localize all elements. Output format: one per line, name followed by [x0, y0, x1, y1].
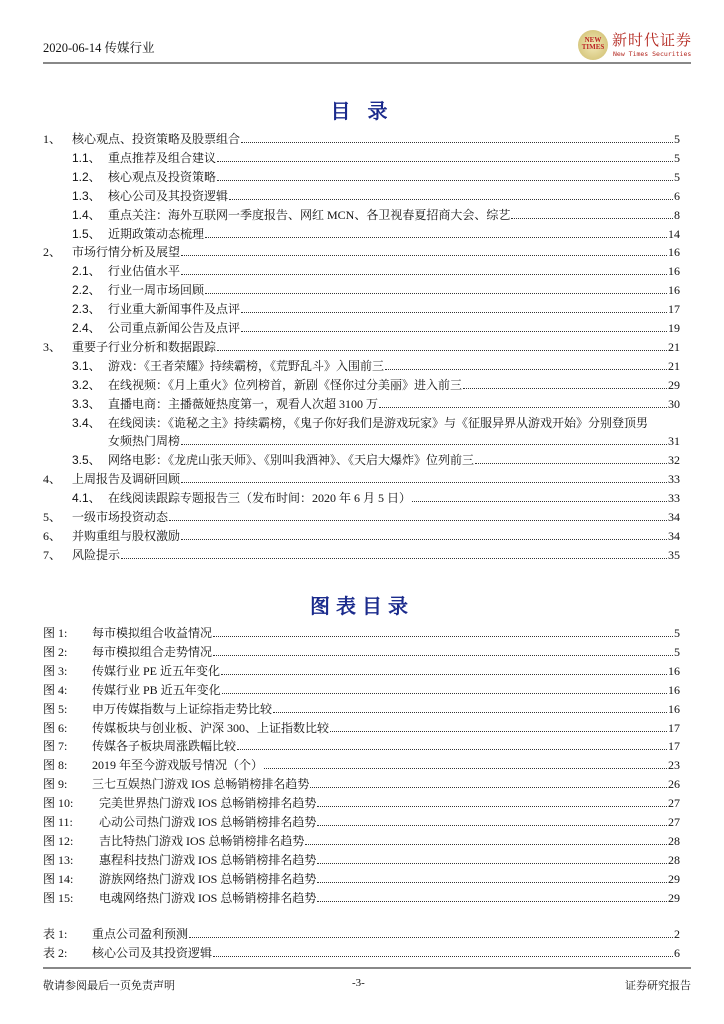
toc-entry[interactable]	[43, 679, 680, 697]
footer-divider	[43, 967, 691, 969]
entry-page: 21	[668, 339, 680, 354]
entry-page: 16	[668, 682, 680, 697]
dot-leader	[385, 369, 667, 370]
logo-name-en: New Times Securities	[613, 50, 692, 58]
logo-mark: NEW TIMES	[581, 36, 605, 51]
toc-entry[interactable]	[43, 525, 680, 543]
entry-text: 吉比特热门游戏 IOS 总畅销榜排名趋势	[99, 833, 305, 848]
entry-number: 图 8:	[43, 758, 68, 773]
toc-entry[interactable]	[72, 393, 680, 411]
entry-page: 16	[668, 264, 680, 279]
footer-report-type: 证券研究报告	[625, 980, 691, 992]
toc-entry[interactable]	[43, 887, 680, 905]
dot-leader	[412, 501, 667, 502]
toc-entry[interactable]	[43, 336, 680, 354]
entry-text: 惠程科技热门游戏 IOS 总畅销榜排名趋势	[99, 852, 317, 867]
dot-leader	[213, 655, 673, 656]
entry-page: 28	[668, 852, 680, 867]
entry-text: 直播电商：主播薇娅热度第一，观看人次超 3100 万	[108, 396, 379, 411]
entry-page: 29	[668, 871, 680, 886]
toc-entry[interactable]	[43, 468, 680, 486]
dot-leader	[205, 293, 667, 294]
dot-leader	[310, 787, 667, 788]
entry-number: 7、	[43, 547, 62, 562]
toc-entry[interactable]	[43, 942, 680, 960]
entry-text: 传媒各子板块周涨跌幅比较	[92, 739, 237, 754]
dot-leader	[213, 956, 673, 957]
figures-title: 图表目录	[310, 596, 414, 618]
entry-page: 23	[668, 758, 680, 773]
toc-entry[interactable]	[72, 279, 680, 297]
toc-title: 目 录	[330, 101, 394, 123]
entry-page: 31	[668, 434, 680, 449]
entry-text: 完美世界热门游戏 IOS 总畅销榜排名趋势	[99, 796, 317, 811]
entry-text: 并购重组与股权激励	[72, 528, 181, 543]
entry-page: 2	[674, 927, 680, 941]
toc-entry[interactable]	[72, 260, 680, 278]
entry-text: 每市模拟组合收益情况	[92, 626, 213, 640]
entry-page: 14	[668, 226, 680, 241]
entry-number: 3.2、	[72, 377, 101, 392]
toc-entry[interactable]	[43, 792, 680, 810]
entry-page: 32	[668, 453, 680, 468]
entry-text: 在线视频：《月上重火》位列榜首，新剧《怪你过分美丽》进入前三	[108, 377, 463, 392]
entry-text: 在线阅读跟踪专题报告三（发布时间：2020 年 6 月 5 日）	[108, 491, 412, 506]
dot-leader	[330, 731, 667, 732]
entry-page: 5	[674, 132, 680, 146]
entry-text: 市场行情分析及展望	[72, 245, 181, 260]
entry-page: 34	[668, 528, 680, 543]
entry-page: 6	[674, 945, 680, 960]
entry-text: 重点推荐及组合建议	[108, 150, 217, 165]
entry-page: 5	[674, 626, 680, 640]
toc-entry[interactable]	[43, 241, 680, 259]
footer-disclaimer: 敬请参阅最后一页免责声明	[43, 980, 175, 992]
entry-page: 33	[668, 472, 680, 487]
entry-number: 1.5、	[72, 226, 101, 241]
toc-entry[interactable]	[43, 660, 680, 678]
toc-entry[interactable]	[43, 754, 680, 772]
toc-entry[interactable]	[43, 849, 680, 867]
dot-leader	[463, 388, 667, 389]
dot-leader	[181, 255, 667, 256]
entry-text: 核心公司及其投资逻辑	[108, 188, 229, 203]
dot-leader	[317, 863, 667, 864]
entry-number: 3.4、	[72, 415, 101, 430]
entry-text: 游戏：《王者荣耀》持续霸榜，《荒野乱斗》入围前三	[108, 358, 385, 373]
industry-label: 传媒行业	[104, 41, 155, 55]
toc-entry[interactable]	[72, 374, 680, 392]
entry-number: 4.1、	[72, 491, 101, 506]
entry-text: 传媒行业 PE 近五年变化	[92, 663, 221, 678]
entry-number: 3.3、	[72, 396, 101, 411]
toc-entry[interactable]	[43, 506, 680, 524]
entry-text: 行业重大新闻事件及点评	[108, 302, 241, 317]
toc-entry[interactable]	[72, 223, 680, 241]
toc-entry[interactable]	[43, 641, 680, 659]
entry-text: 重点公司盈利预测	[92, 927, 189, 941]
dot-leader	[475, 463, 667, 464]
dot-leader	[241, 312, 667, 313]
entry-page: 16	[668, 245, 680, 260]
dot-leader	[217, 161, 673, 162]
dot-leader	[181, 274, 667, 275]
entry-number: 2.2、	[72, 283, 101, 298]
dot-leader	[264, 768, 667, 769]
entry-text: 每市模拟组合走势情况	[92, 644, 213, 659]
entry-number: 1.4、	[72, 207, 101, 222]
company-logo	[578, 28, 693, 62]
entry-page: 16	[668, 283, 680, 298]
logo-name-cn: 新时代证券	[612, 31, 693, 49]
toc-entry[interactable]	[72, 412, 680, 430]
toc-entry[interactable]	[43, 128, 680, 146]
dot-leader	[317, 825, 667, 826]
dot-leader	[181, 539, 667, 540]
entry-number: 5、	[43, 510, 62, 524]
entry-number: 图 4:	[43, 682, 68, 697]
page-number: -3-	[352, 977, 365, 989]
toc-entry[interactable]	[43, 923, 680, 941]
dot-leader	[305, 844, 667, 845]
toc-entry[interactable]	[43, 773, 680, 791]
toc-entry[interactable]	[72, 204, 680, 222]
toc-entry[interactable]	[72, 147, 680, 165]
dot-leader	[273, 712, 667, 713]
toc-entry[interactable]	[43, 544, 680, 562]
dot-leader	[379, 407, 667, 408]
entry-text: 核心观点、投资策略及股票组合	[72, 132, 241, 146]
entry-text: 2019 年至今游戏版号情况（个）	[92, 758, 264, 773]
entry-page: 35	[668, 547, 680, 562]
entry-text: 公司重点新闻公告及点评	[108, 321, 241, 335]
entry-number: 图 11:	[43, 815, 73, 829]
entry-page: 17	[668, 302, 680, 317]
dot-leader	[205, 237, 667, 238]
dot-leader	[511, 218, 673, 219]
dot-leader	[169, 520, 667, 521]
dot-leader	[229, 199, 673, 200]
entry-text: 核心观点及投资策略	[108, 169, 217, 184]
toc-entry[interactable]	[43, 622, 680, 640]
entry-number: 图 15:	[43, 890, 74, 905]
entry-text: 女频热门周榜	[108, 434, 181, 449]
dot-leader	[217, 350, 667, 351]
toc-entry[interactable]	[72, 185, 680, 203]
entry-number: 图 12:	[43, 833, 74, 848]
entry-text: 游族网络热门游戏 IOS 总畅销榜排名趋势	[99, 871, 317, 886]
dot-leader	[181, 444, 667, 445]
entry-text: 三七互娱热门游戏 IOS 总畅销榜排名趋势	[92, 777, 310, 792]
toc-entry[interactable]	[43, 698, 680, 716]
entry-page: 17	[668, 720, 680, 735]
entry-text: 行业估值水平	[108, 264, 181, 279]
header-info	[43, 38, 154, 56]
entry-page: 27	[668, 796, 680, 811]
entry-page: 16	[668, 663, 680, 678]
dot-leader	[217, 180, 673, 181]
dot-leader	[221, 674, 667, 675]
toc-entry[interactable]	[43, 868, 680, 886]
entry-page: 19	[668, 321, 680, 335]
toc-entry[interactable]	[72, 487, 680, 505]
dot-leader	[181, 482, 667, 483]
entry-number: 图 10:	[43, 796, 74, 811]
entry-page: 33	[668, 491, 680, 506]
entry-page: 29	[668, 377, 680, 392]
toc-entry[interactable]	[72, 355, 680, 373]
entry-text: 重点关注：海外互联网一季度报告、网红 MCN、各卫视春夏招商大会、综艺	[108, 207, 511, 222]
toc-entry[interactable]	[72, 317, 680, 335]
toc-entry[interactable]	[72, 166, 680, 184]
entry-text: 电魂网络热门游戏 IOS 总畅销榜排名趋势	[99, 890, 317, 905]
entry-number: 1.1、	[72, 150, 101, 165]
entry-text: 传媒板块与创业板、沪深 300、上证指数比较	[92, 720, 330, 735]
entry-page: 29	[668, 890, 680, 905]
toc-entry[interactable]	[72, 449, 680, 467]
entry-number: 1、	[43, 132, 62, 146]
header-divider	[43, 62, 691, 64]
dot-leader	[189, 937, 673, 938]
entry-page: 5	[674, 169, 680, 184]
entry-number: 表 1:	[43, 927, 68, 941]
entry-page: 26	[668, 777, 680, 792]
entry-number: 3.1、	[72, 358, 101, 373]
entry-page: 21	[668, 358, 680, 373]
entry-text: 行业一周市场回顾	[108, 283, 205, 298]
toc-entry[interactable]	[43, 717, 680, 735]
dot-leader	[241, 331, 667, 332]
dot-leader	[317, 882, 667, 883]
entry-text: 心动公司热门游戏 IOS 总畅销榜排名趋势	[99, 815, 317, 829]
toc-entry[interactable]	[43, 811, 680, 829]
entry-page: 28	[668, 833, 680, 848]
entry-text: 网络电影：《龙虎山张天师》、《别叫我酒神》、《天启大爆炸》位列前三	[108, 453, 475, 468]
entry-number: 图 1:	[43, 626, 68, 640]
entry-number: 1.3、	[72, 188, 101, 203]
entry-page: 5	[674, 150, 680, 165]
entry-page: 6	[674, 188, 680, 203]
dot-leader	[317, 806, 667, 807]
entry-number: 1.2、	[72, 169, 101, 184]
entry-number: 4、	[43, 472, 62, 487]
dot-leader	[241, 142, 673, 143]
entry-page: 17	[668, 739, 680, 754]
entry-number: 图 14:	[43, 871, 74, 886]
entry-number: 图 3:	[43, 663, 68, 678]
report-date: 2020-06-14	[43, 41, 102, 55]
entry-number: 3、	[43, 339, 62, 354]
entry-text: 核心公司及其投资逻辑	[92, 945, 213, 960]
entry-number: 2.4、	[72, 321, 101, 335]
entry-text: 上周报告及调研回顾	[72, 472, 181, 487]
entry-number: 图 7:	[43, 739, 68, 754]
toc-entry[interactable]	[108, 430, 680, 448]
entry-number: 2.1、	[72, 264, 101, 279]
entry-number: 6、	[43, 528, 62, 543]
entry-text: 风险提示	[72, 547, 121, 562]
entry-number: 2、	[43, 245, 62, 260]
entry-text: 申万传媒指数与上证综指走势比较	[92, 701, 273, 716]
entry-text: 一级市场投资动态	[72, 510, 169, 524]
entry-text: 重要子行业分析和数据跟踪	[72, 339, 217, 354]
entry-text: 近期政策动态梳理	[108, 226, 205, 241]
dot-leader	[237, 749, 667, 750]
entry-number: 2.3、	[72, 302, 101, 317]
entry-text: 传媒行业 PB 近五年变化	[92, 682, 221, 697]
toc-entry[interactable]	[72, 298, 680, 316]
entry-page: 34	[668, 510, 680, 524]
entry-number: 图 5:	[43, 701, 68, 716]
entry-number: 图 2:	[43, 644, 68, 659]
toc-entry[interactable]	[43, 830, 680, 848]
entry-number: 图 9:	[43, 777, 68, 792]
dot-leader	[222, 693, 667, 694]
entry-number: 图 6:	[43, 720, 68, 735]
entry-number: 3.5、	[72, 453, 101, 468]
entry-text: 在线阅读：《诡秘之主》持续霸榜，《鬼子你好我们是游戏玩家》与《征服异界从游戏开始》分别登顶男	[108, 415, 649, 430]
entry-page: 27	[668, 815, 680, 829]
dot-leader	[213, 636, 673, 637]
dot-leader	[121, 558, 667, 559]
toc-entry[interactable]	[43, 735, 680, 753]
entry-page: 8	[674, 207, 680, 222]
entry-page: 5	[674, 644, 680, 659]
entry-page: 16	[668, 701, 680, 716]
dot-leader	[317, 901, 667, 902]
entry-page: 30	[668, 396, 680, 411]
entry-number: 图 13:	[43, 852, 74, 867]
entry-number: 表 2:	[43, 945, 68, 960]
